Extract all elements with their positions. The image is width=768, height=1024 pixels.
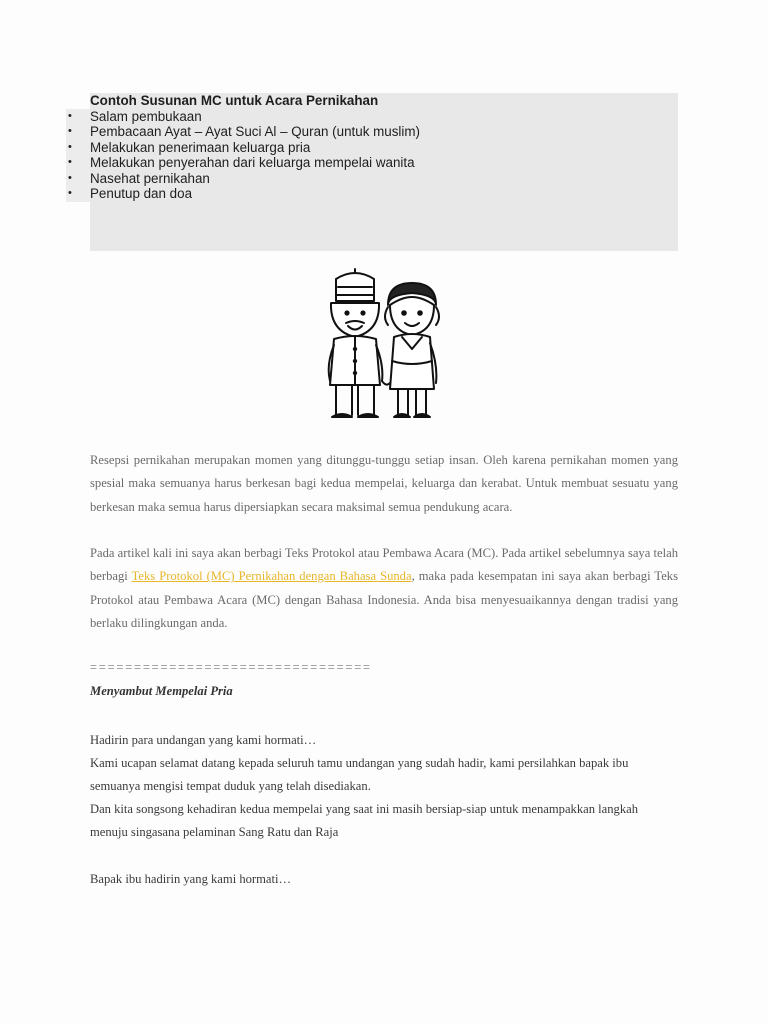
speech-line-3: Dan kita songsong kehadiran kedua mempelai yang saat ini masih bersiap-siap untuk menampakkan langkah menuju singasana pelaminan Sang Ratu dan Raja <box>90 802 639 840</box>
summary-content <box>90 93 678 202</box>
speech-line-1: Hadirin para undangan yang kami hormati… <box>90 733 317 747</box>
section-divider: ================================ <box>90 660 372 674</box>
summary-title: Contoh Susunan MC untuk Acara Pernikahan <box>90 93 379 108</box>
list-item: • Nasehat pernikahan <box>90 171 678 187</box>
speech-line-2: Kami ucapan selamat datang kepada seluruh tamu undangan yang sudah hadir, kami persilahkan bapak ibu semuanya mengisi tempat duduk yang telah disediakan. <box>90 756 629 794</box>
article-paragraph-1: Resepsi pernikahan merupakan momen yang ditunggu-tunggu setiap insan. Oleh karena pernikahan momen yang spesial maka semuanya harus berkesan bagi kedua mempelai, keluarga dan kerabat. Untuk membuat sesuatu yang berkesan maka semua harus dipersiapkan secara maksimal semua pendukung acara. <box>90 453 678 514</box>
summary-list <box>90 109 678 202</box>
list-item: • Melakukan penerimaan keluarga pria <box>90 140 678 156</box>
list-item: • Melakukan penyerahan dari keluarga mempelai wanita <box>90 155 678 171</box>
list-item: • Pembacaan Ayat – Ayat Suci Al – Quran (untuk muslim) <box>90 124 678 140</box>
article-paragraph-2 <box>90 542 678 635</box>
list-item: • Salam pembukaan <box>90 109 678 125</box>
paragraph-text: , maka pada kesempatan ini saya akan berbagi Teks Protokol atau Pembawa Acara (MC) dengan Bahasa Indonesia. Anda bisa menyesuaikannya dengan tradisi yang berlaku dilingkungan anda. <box>90 569 678 630</box>
speech-line-4: Bapak ibu hadirin yang kami hormati… <box>90 872 292 886</box>
list-item: • Penutup dan doa <box>90 186 678 202</box>
section-title: Menyambut Mempelai Pria <box>90 684 233 698</box>
paragraph-text: Pada artikel kali ini saya akan berbagi Teks Protokol atau Pembawa Acara (MC). Pada artikel sebelumnya saya telah berbagi <box>90 546 678 584</box>
couple-illustration <box>322 265 446 428</box>
sunda-article-link[interactable]: Teks Protokol (MC) Pernikahan dengan Bahasa Sunda <box>131 569 412 584</box>
